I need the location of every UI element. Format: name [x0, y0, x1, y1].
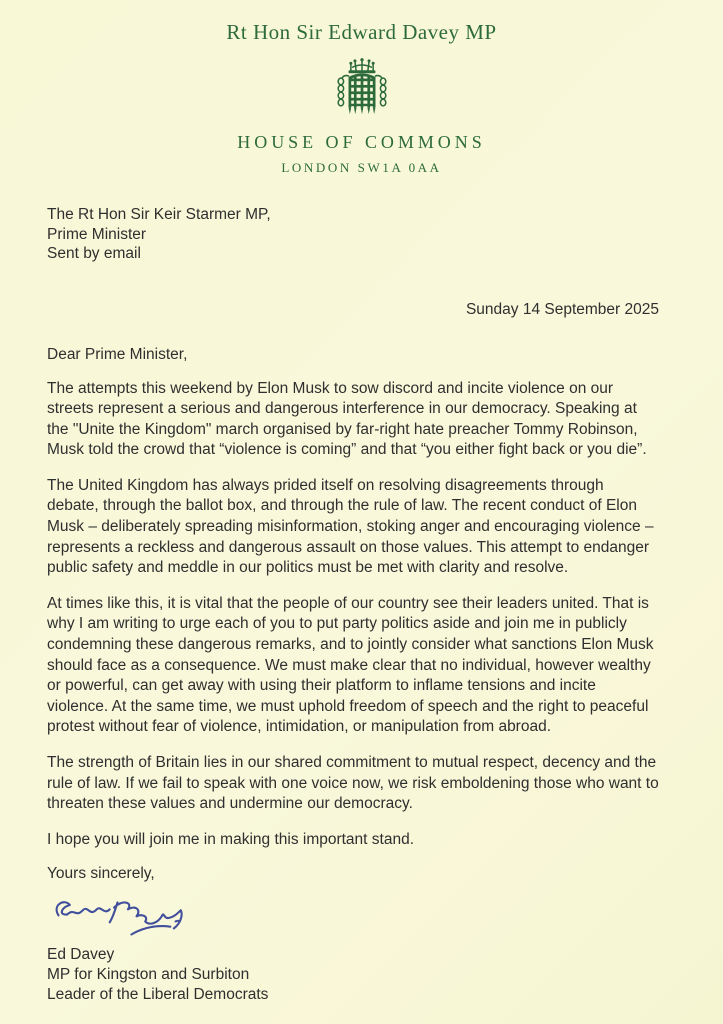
- valediction: Yours sincerely,: [47, 865, 155, 883]
- signatory-party-role: Leader of the Liberal Democrats: [47, 985, 269, 1003]
- body-paragraph-2: The United Kingdom has always prided itself on resolving disagreements through debate, through the ballot box, and through the rule of law. The recent conduct of Elon Musk – deliberately spreading misinformation, stoking anger and encouraging violence – represents a reckless and dangerous assault on those values. This attempt to endanger public safety and meddle in our politics must be met with clarity and resolve.: [47, 476, 654, 577]
- letter-content: [47, 205, 659, 1004]
- recipient-line-role: Prime Minister: [47, 225, 147, 243]
- signatory-constituency: MP for Kingston and Surbiton: [47, 965, 250, 983]
- ed-davey-signature-icon: [45, 892, 203, 944]
- organisation-name: HOUSE OF COMMONS: [237, 132, 486, 152]
- recipient-line-name: The Rt Hon Sir Keir Starmer MP,: [47, 206, 271, 223]
- body-paragraph-1: The attempts this weekend by Elon Musk to sow discord and incite violence on our streets represent a serious and dangerous interference in our democracy. Speaking at the "Unite the Kingdom" march organised by far-right hate preacher Tommy Robinson, Musk told the crowd that “violence is coming” and that “you either fight back or you die”.: [47, 379, 647, 459]
- organisation-address: LONDON SW1A 0AA: [281, 160, 442, 175]
- crowned-portcullis-icon: [332, 58, 392, 126]
- signatory-name: Ed Davey: [47, 946, 115, 964]
- recipient-line-delivery: Sent by email: [47, 245, 141, 262]
- salutation: Dear Prime Minister,: [47, 345, 188, 363]
- body-paragraph-3: At times like this, it is vital that the people of our country see their leaders united. That is why I am writing to urge each of you to put party politics aside and join me in publicly condemning these dangerous remarks, and to jointly consider what sanctions Elon Musk should face as a consequence. We must make clear that no individual, however wealthy or powerful, can get away with using their platform to inflame tensions and incite violence. At the same time, we must uphold freedom of speech and the right to peaceful protest without fear of violence, intimidation, or manipulation from abroad.: [47, 594, 654, 736]
- signatory-block: [47, 945, 659, 1004]
- body-paragraph-5: I hope you will join me in making this important stand.: [47, 830, 415, 848]
- letterhead: [0, 0, 723, 176]
- date-line: Sunday 14 September 2025: [465, 300, 659, 318]
- recipient-block: [47, 205, 659, 264]
- body-paragraph-4: The strength of Britain lies in our shared commitment to mutual respect, decency and the rule of law. If we fail to speak with one voice now, we risk emboldening those who want to threaten these values and undermine our democracy.: [47, 754, 659, 813]
- sender-name: Rt Hon Sir Edward Davey MP: [226, 20, 497, 44]
